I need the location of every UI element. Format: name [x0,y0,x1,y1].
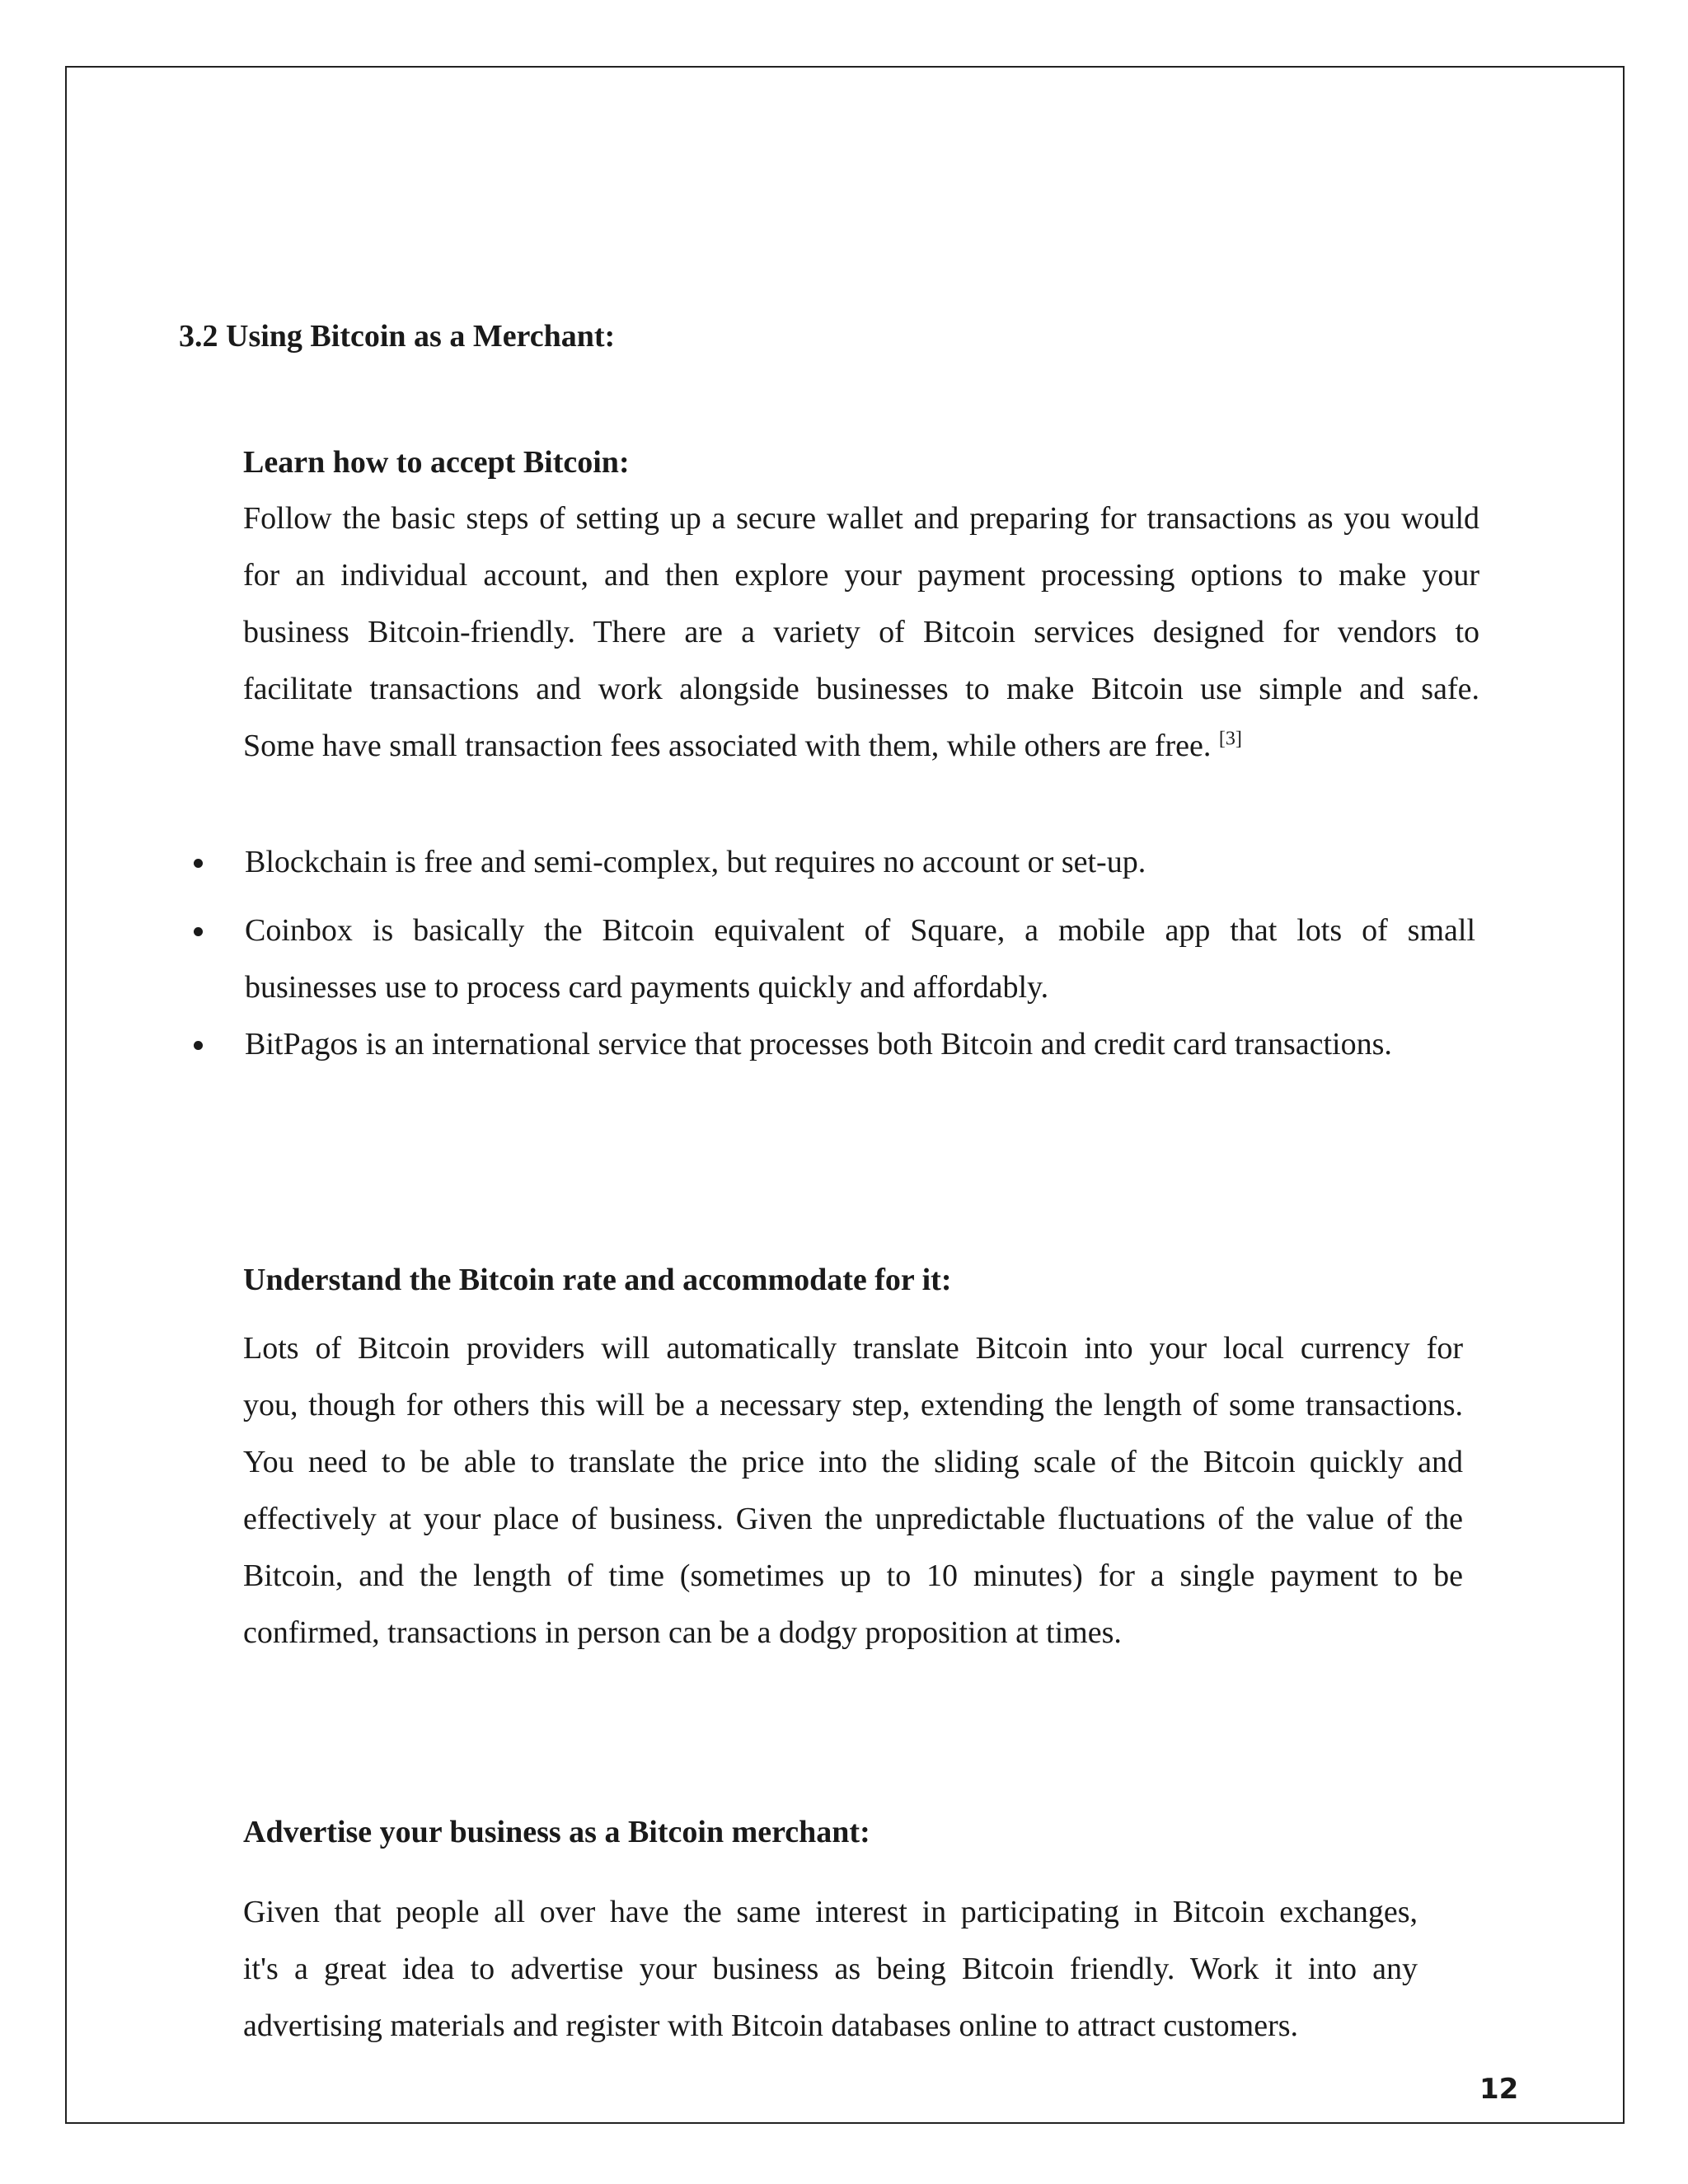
list-item-text [245,834,1475,891]
paragraph-line: facilitate transactions and work alongside businesses to make Bitcoin use simple and safe. [243,672,1479,706]
paragraph-line: Follow the basic steps of setting up a secure wallet and preparing for transactions as you would [243,501,1479,536]
list-item [190,1016,1475,1073]
list-item-text [245,1016,1475,1073]
list-item [190,902,1475,1016]
paragraph-line: You need to be able to translate the price into the sliding scale of the Bitcoin quickly and [243,1445,1463,1479]
list-item-text [245,902,1475,1016]
accept-paragraph [243,490,1479,775]
list-item-line: businesses use to process card payments quickly and affordably. [245,970,1049,1005]
advertise-heading: Advertise your business as a Bitcoin merchant: [243,1815,870,1849]
paragraph-line: confirmed, transactions in person can be a dodgy proposition at times. [243,1615,1122,1650]
citation-marker: [3] [1218,728,1242,750]
services-list [190,834,1475,1073]
list-item-line: BitPagos is an international service that processes both Bitcoin and credit card transactions. [245,1027,1392,1062]
list-item [190,834,1475,891]
page-number: 12 [1479,2073,1519,2106]
paragraph-line: Bitcoin, and the length of time (sometimes up to 10 minutes) for a single payment to be [243,1558,1463,1593]
paragraph-line: effectively at your place of business. Given the unpredictable fluctuations of the value of the [243,1502,1463,1536]
paragraph-line-text: Some have small transaction fees associated with them, while others are free. [243,729,1212,763]
rate-heading: Understand the Bitcoin rate and accommodate for it: [243,1263,952,1297]
list-item-line: Coinbox is basically the Bitcoin equivalent of Square, a mobile app that lots of small [245,913,1475,948]
section-heading: 3.2 Using Bitcoin as a Merchant: [179,319,616,354]
advertise-paragraph [243,1884,1418,2055]
accept-heading: Learn how to accept Bitcoin: [243,445,630,480]
bullet-icon [194,927,203,936]
paragraph-line: for an individual account, and then explore your payment processing options to make your [243,558,1479,593]
paragraph-line: it's a great idea to advertise your business as being Bitcoin friendly. Work it into any [243,1952,1418,1986]
paragraph-line: Given that people all over have the same interest in participating in Bitcoin exchanges, [243,1895,1418,1929]
bullet-icon [194,1041,203,1050]
paragraph-line: you, though for others this will be a necessary step, extending the length of some transactions. [243,1388,1463,1422]
paragraph-line: Lots of Bitcoin providers will automatically translate Bitcoin into your local currency for [243,1331,1463,1366]
paragraph-line: business Bitcoin-friendly. There are a variety of Bitcoin services designed for vendors to [243,615,1479,649]
bullet-icon [194,859,203,868]
list-item-line: Blockchain is free and semi-complex, but requires no account or set-up. [245,845,1146,879]
rate-paragraph [243,1320,1463,1661]
paragraph-line: advertising materials and register with Bitcoin databases online to attract customers. [243,2008,1299,2043]
paragraph-line [243,718,1479,775]
